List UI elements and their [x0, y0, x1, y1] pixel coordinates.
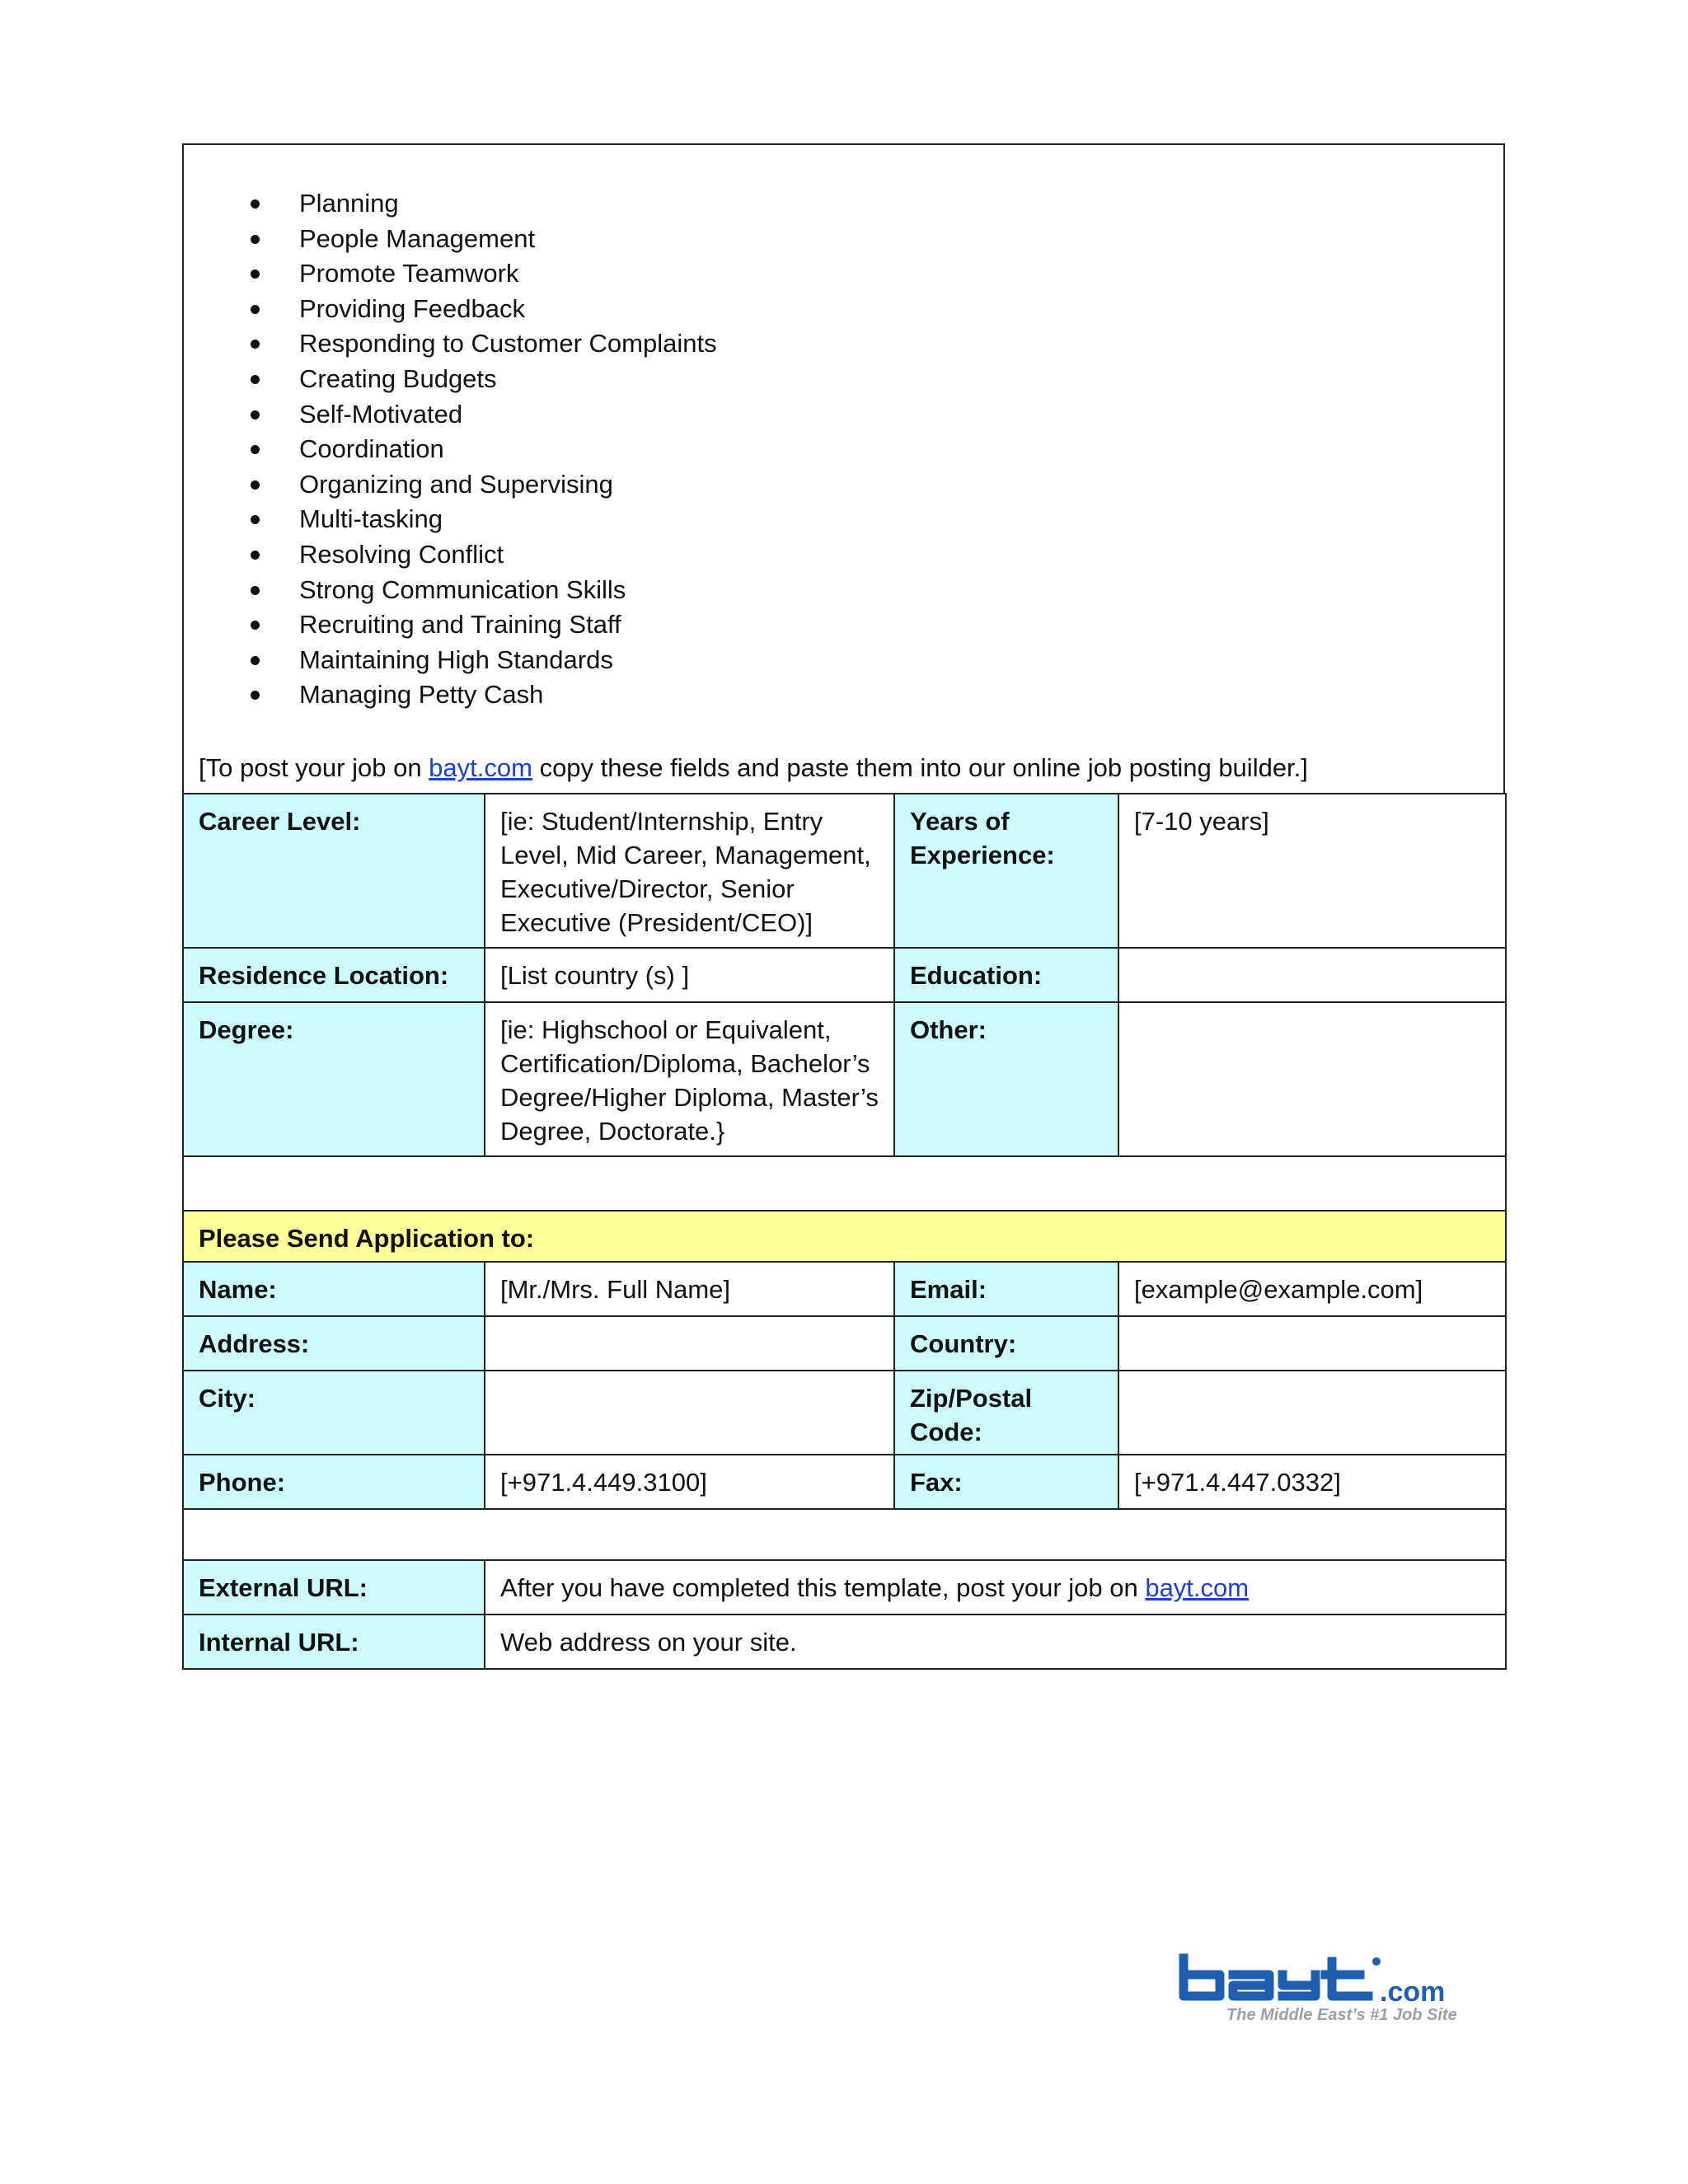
city-label: City: [183, 1371, 485, 1455]
list-item: Strong Communication Skills [184, 573, 717, 608]
table-row [183, 1371, 1506, 1455]
note-prefix: [To post your job on [199, 753, 429, 782]
country-label: Country: [894, 1316, 1118, 1371]
spacer-row [183, 1509, 1506, 1560]
list-item: Resolving Conflict [184, 537, 717, 573]
job-template-frame [182, 143, 1505, 1657]
education-value [1118, 948, 1506, 1002]
list-item: Responding to Customer Complaints [184, 326, 717, 362]
job-fields-table [182, 793, 1507, 1670]
table-row [183, 1262, 1506, 1316]
table-row [183, 794, 1506, 948]
phone-value: [+971.4.449.3100] [485, 1455, 894, 1509]
list-item: Self-Motivated [184, 397, 717, 433]
external-url-text: After you have completed this template, post your job on [500, 1573, 1146, 1602]
logo-tagline: The Middle East’s #1 Job Site [1226, 2006, 1457, 2024]
skills-list [184, 186, 717, 713]
list-item: Promote Teamwork [184, 256, 717, 292]
spacer-cell [183, 1509, 1506, 1560]
years-experience-value: [7-10 years] [1118, 794, 1506, 948]
table-row [183, 1615, 1506, 1669]
residence-location-value: [List country (s) ] [485, 948, 894, 1002]
list-item: Managing Petty Cash [184, 677, 717, 713]
table-row [183, 1560, 1506, 1615]
posting-instructions [199, 753, 1308, 783]
other-label: Other: [894, 1002, 1118, 1156]
bayt-link[interactable]: bayt.com [1145, 1573, 1250, 1602]
email-label: Email: [894, 1262, 1118, 1316]
name-label: Name: [183, 1262, 485, 1316]
bayt-link[interactable]: bayt.com [429, 753, 532, 782]
degree-value: [ie: Highschool or Equivalent, Certification/Diploma, Bachelor’s Degree/Higher Diploma, Master’s Degree, Doctorate.} [485, 1002, 894, 1156]
table-row [183, 1316, 1506, 1371]
application-banner: Please Send Application to: [183, 1211, 1506, 1262]
spacer-row [183, 1156, 1506, 1211]
phone-label: Phone: [183, 1455, 485, 1509]
internal-url-label: Internal URL: [183, 1615, 485, 1669]
spacer-cell [183, 1156, 1506, 1211]
list-item: Maintaining High Standards [184, 643, 717, 678]
list-item: Planning [184, 186, 717, 222]
note-suffix: copy these fields and paste them into our online job posting builder.] [532, 753, 1308, 782]
svg-text:.com: .com [1380, 1976, 1446, 2008]
fax-value: [+971.4.447.0332] [1118, 1455, 1506, 1509]
list-item: Organizing and Supervising [184, 467, 717, 503]
degree-label: Degree: [183, 1002, 485, 1156]
internal-url-value: Web address on your site. [485, 1615, 1506, 1669]
table-row [183, 1211, 1506, 1262]
zip-value [1118, 1371, 1506, 1455]
country-value [1118, 1316, 1506, 1371]
years-experience-label: Years of Experience: [894, 794, 1118, 948]
education-label: Education: [894, 948, 1118, 1002]
residence-location-label: Residence Location: [183, 948, 485, 1002]
list-item: People Management [184, 222, 717, 257]
list-item: Providing Feedback [184, 292, 717, 327]
other-value [1118, 1002, 1506, 1156]
fax-label: Fax: [894, 1455, 1118, 1509]
address-value [485, 1316, 894, 1371]
zip-label: Zip/Postal Code: [894, 1371, 1118, 1455]
list-item: Recruiting and Training Staff [184, 607, 717, 643]
city-value [485, 1371, 894, 1455]
table-row [183, 1002, 1506, 1156]
external-url-value [485, 1560, 1506, 1615]
list-item: Coordination [184, 432, 717, 467]
table-row [183, 1455, 1506, 1509]
address-label: Address: [183, 1316, 485, 1371]
email-value: [example@example.com] [1118, 1262, 1506, 1316]
external-url-label: External URL: [183, 1560, 485, 1615]
name-value: [Mr./Mrs. Full Name] [485, 1262, 894, 1316]
career-level-value: [ie: Student/Internship, Entry Level, Mid Career, Management, Executive/Director, Senior Executive (President/CEO)] [485, 794, 894, 948]
list-item: Multi-tasking [184, 502, 717, 537]
table-row [183, 948, 1506, 1002]
career-level-label: Career Level: [183, 794, 485, 948]
list-item: Creating Budgets [184, 362, 717, 397]
